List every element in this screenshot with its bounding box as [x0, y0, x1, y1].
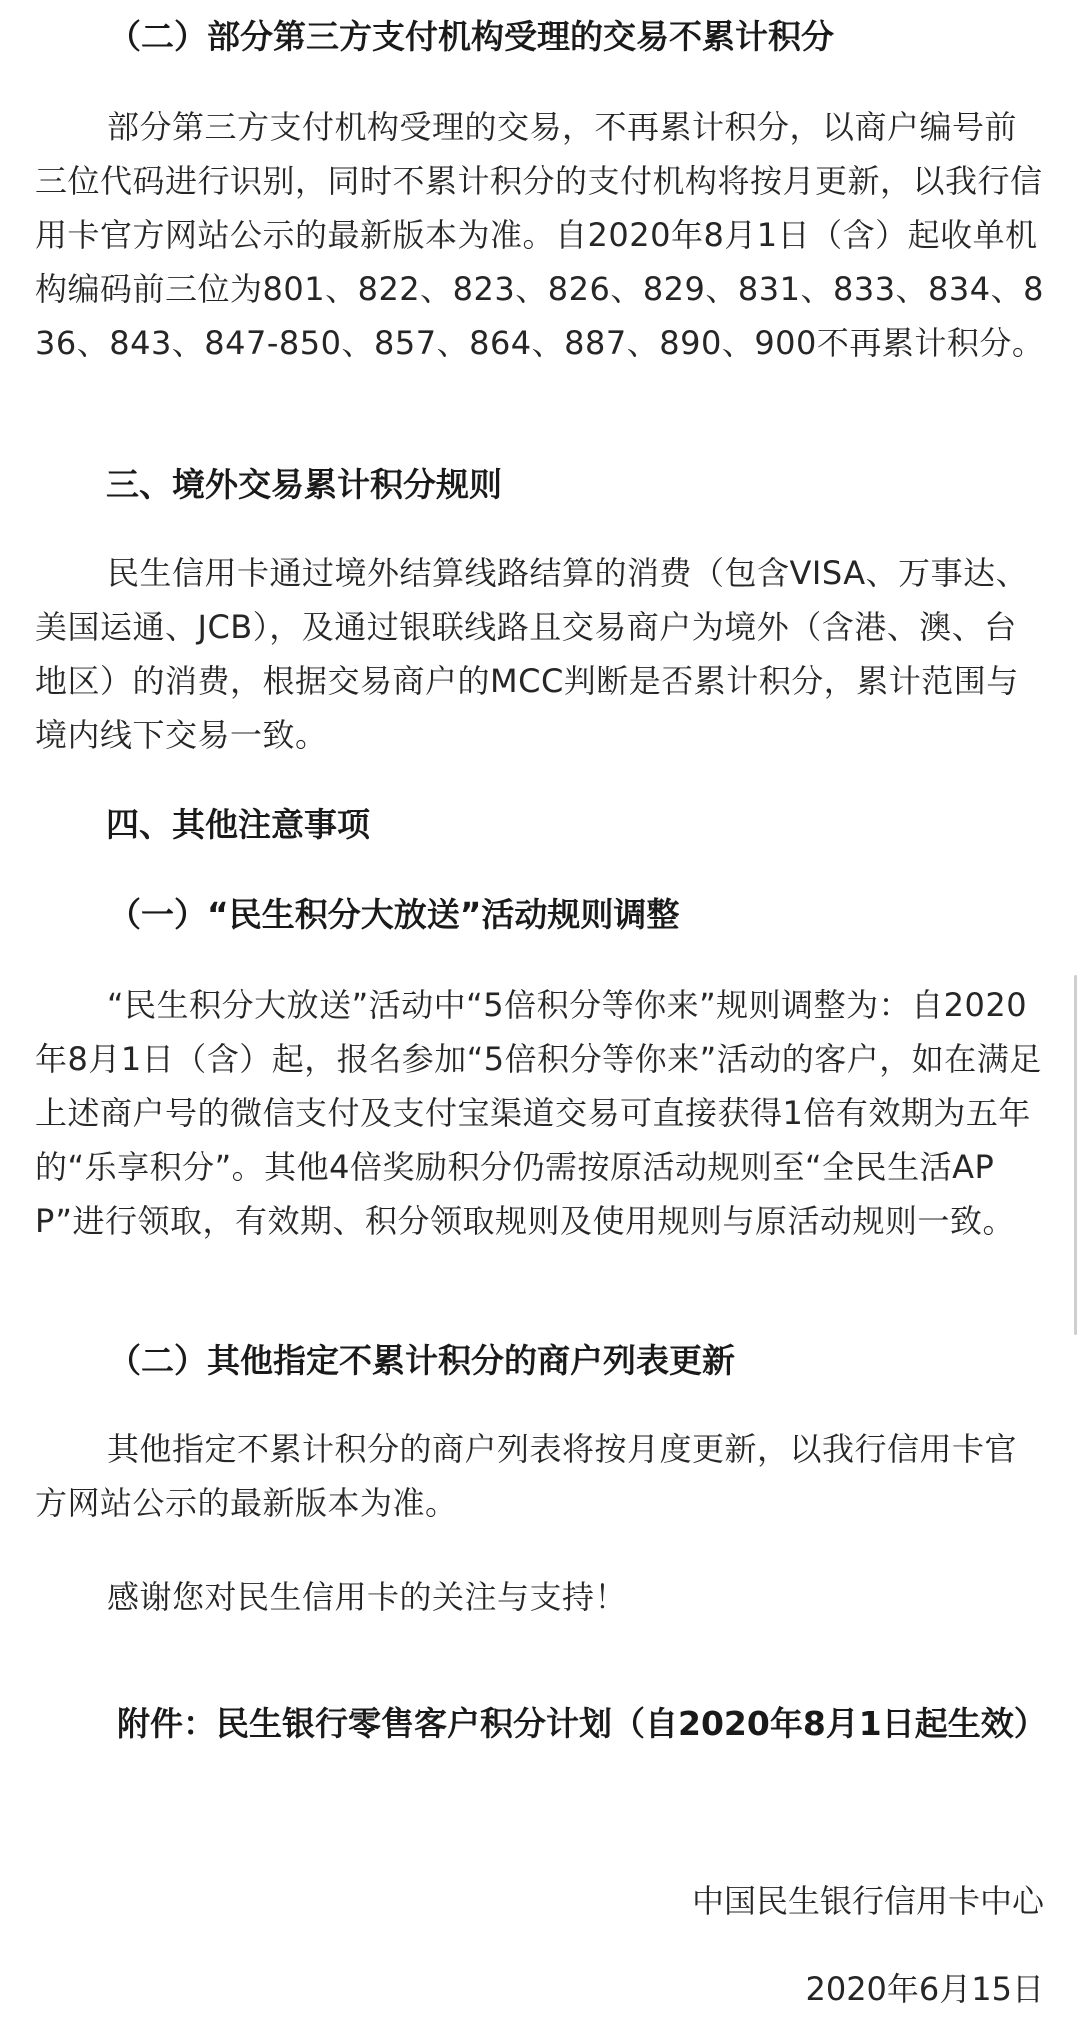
subheading-activity-adjustment: （一）“民生积分大放送”活动规则调整	[108, 895, 680, 934]
subheading-merchant-list: （二）其他指定不累计积分的商户列表更新	[108, 1341, 735, 1380]
section-heading-other-notes: 四、其他注意事项	[106, 805, 370, 844]
scrollbar[interactable]	[1074, 975, 1077, 1335]
paragraph-overseas: 民生信用卡通过境外结算线路结算的消费（包含VISA、万事达、美国运通、JCB），及通过银联线路且交易商户为境外（含港、澳、台地区）的消费，根据交易商户的MCC判断是否累计积分，累计范围与境内线下交易一致。	[35, 554, 1029, 754]
paragraph-third-party: 部分第三方支付机构受理的交易，不再累计积分，以商户编号前三位代码进行识别，同时不累计积分的支付机构将按月更新，以我行信用卡官方网站公示的最新版本为准。自2020年8月1日（含）起收单机构编码前三位为801、822、823、826、829、831、833、834、836、843、847-850、857、864、887、890、900不再累计积分。	[35, 108, 1045, 362]
paragraph-activity-adjustment: “民生积分大放送”活动中“5倍积分等你来”规则调整为：自2020年8月1日（含）起，报名参加“5倍积分等你来”活动的客户，如在满足上述商户号的微信支付及支付宝渠道交易可直接获得1倍有效期为五年的“乐享积分”。其他4倍奖励积分仍需按原活动规则至“全民生活APP”进行领取，有效期、积分领取规则及使用规则与原活动规则一致。	[35, 986, 1042, 1240]
signature-org: 中国民生银行信用卡中心	[691, 1882, 1044, 1920]
thanks-text: 感谢您对民生信用卡的关注与支持！	[107, 1578, 628, 1616]
signature-date: 2020年6月15日	[805, 1970, 1044, 2008]
annex-link[interactable]: 附件：民生银行零售客户积分计划（自2020年8月1日起生效）	[117, 1704, 1047, 1743]
section-heading-third-party: （二）部分第三方支付机构受理的交易不累计积分	[108, 17, 834, 56]
paragraph-merchant-list: 其他指定不累计积分的商户列表将按月度更新，以我行信用卡官方网站公示的最新版本为准。	[35, 1430, 1018, 1522]
section-heading-overseas: 三、境外交易累计积分规则	[106, 465, 502, 504]
